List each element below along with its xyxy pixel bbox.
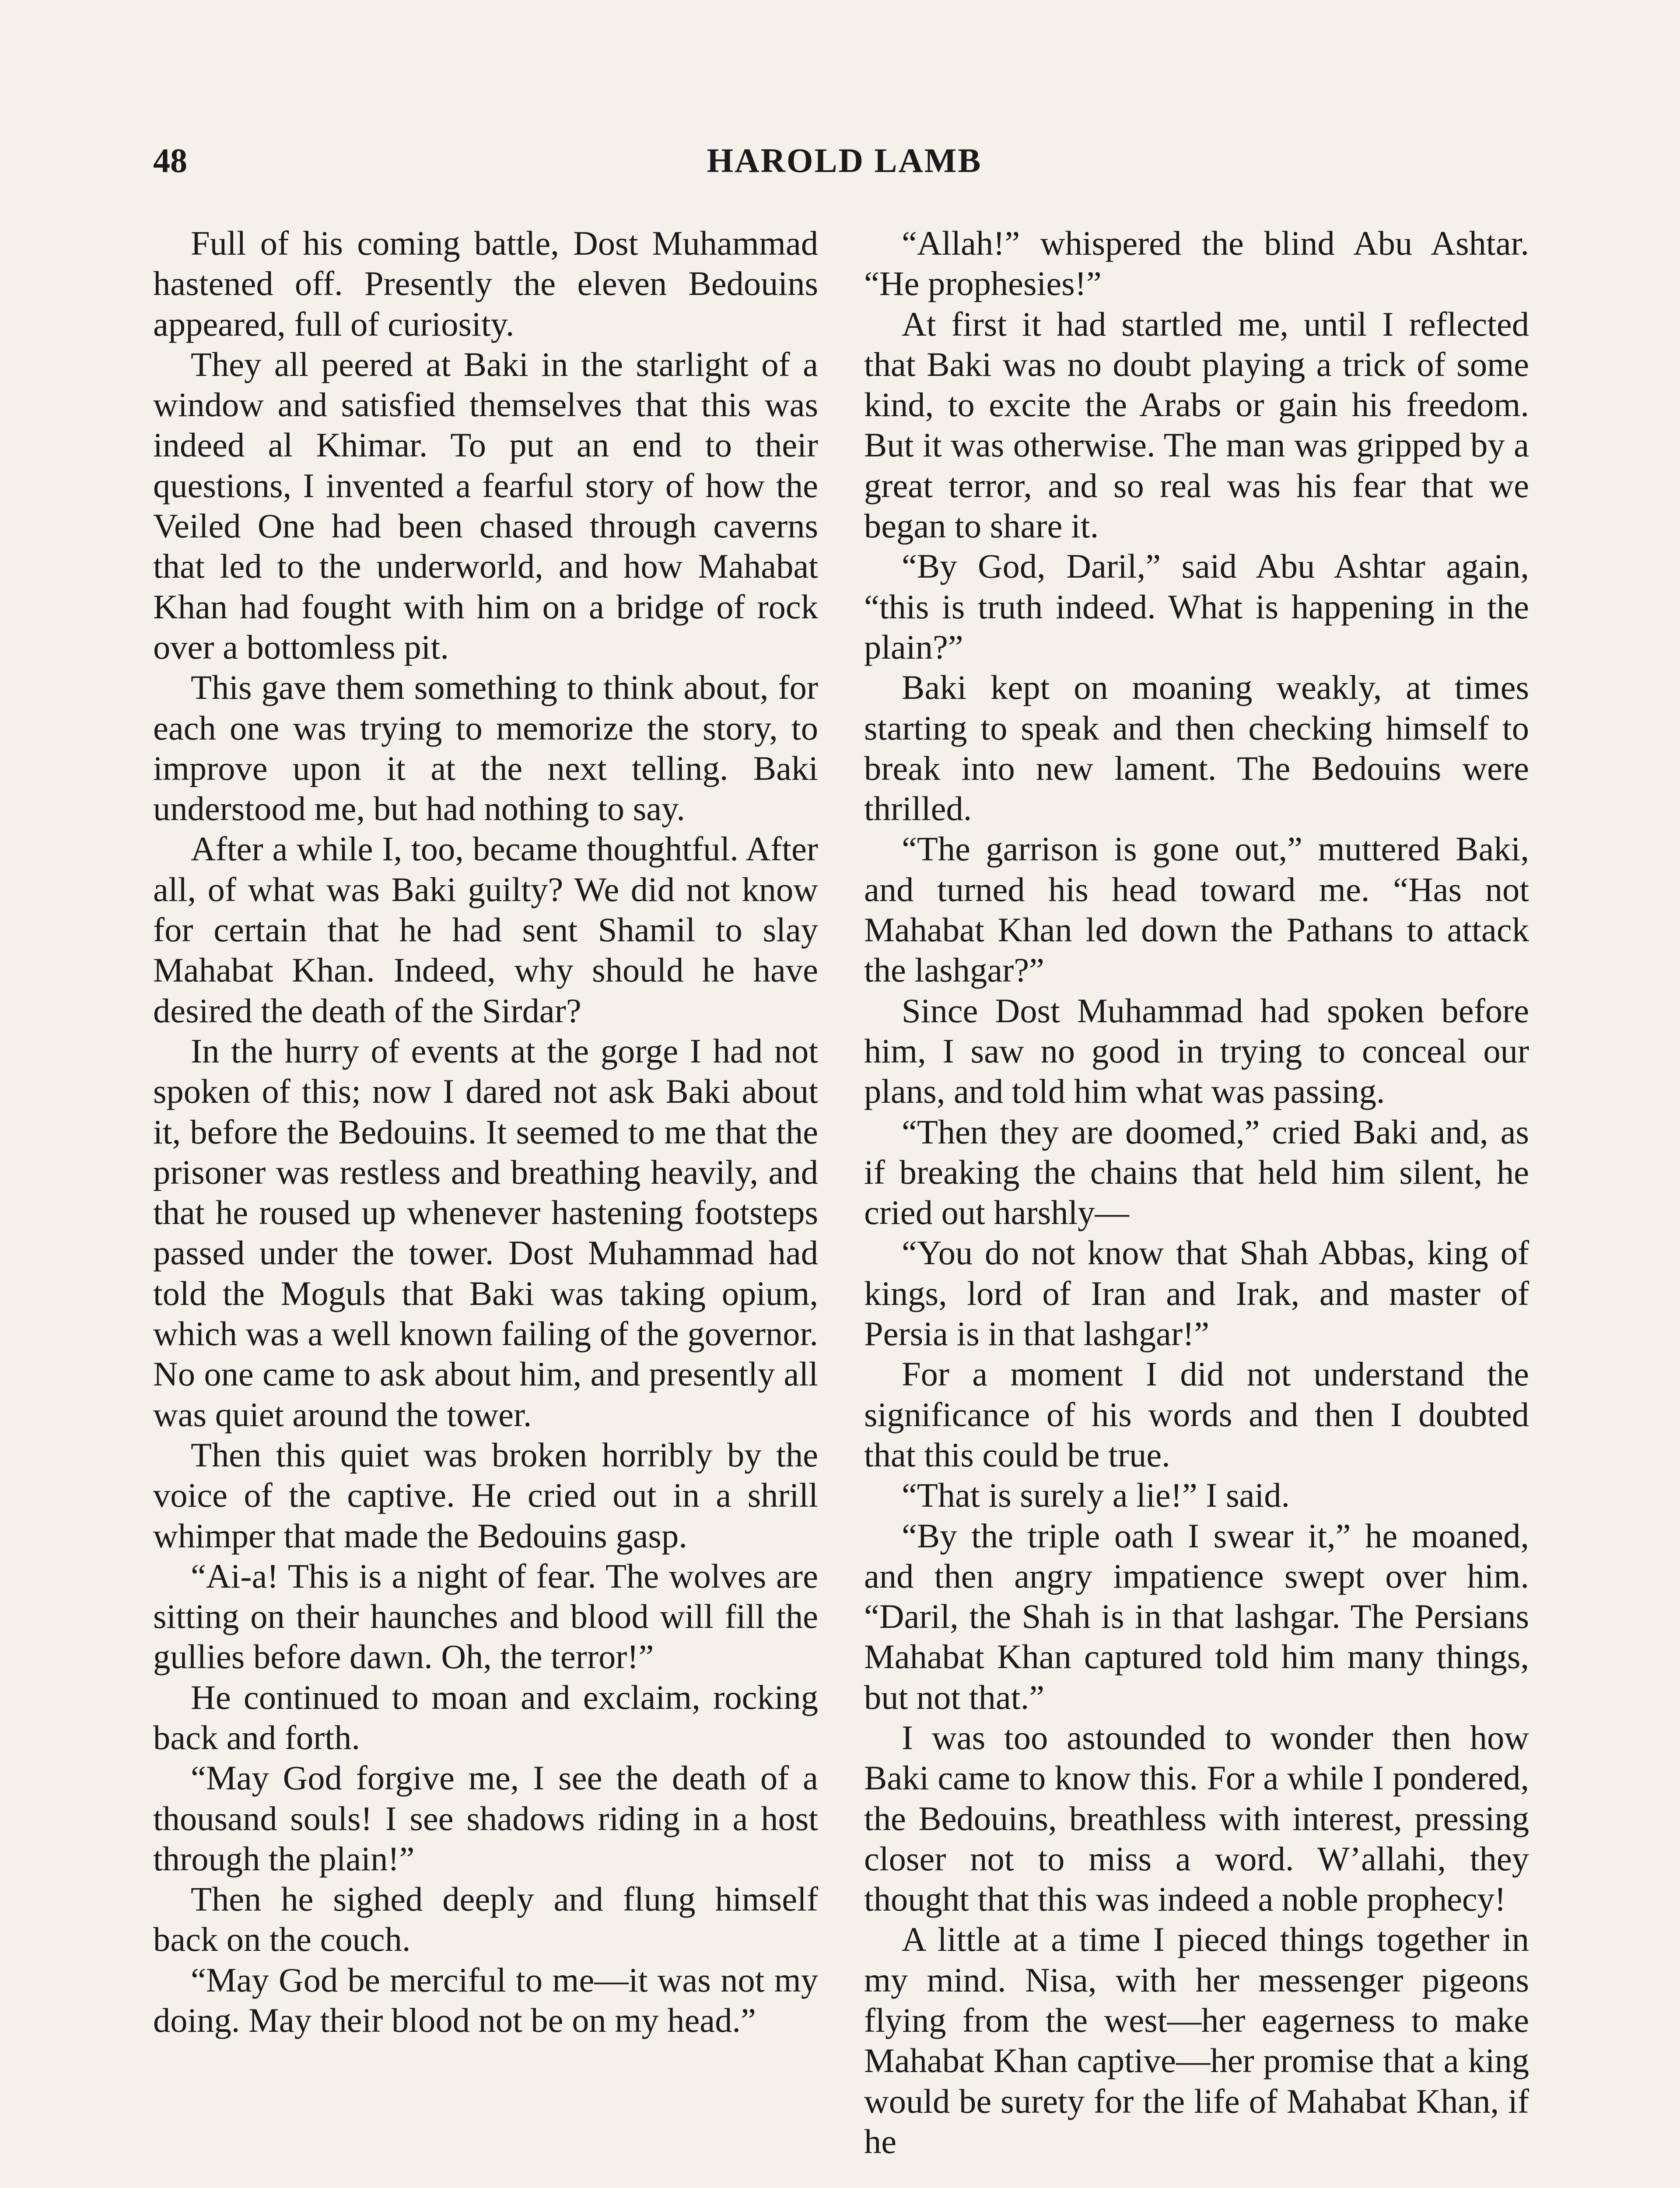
paragraph: “The garrison is gone out,” muttered Baki, and turned his head toward me. “Has not Mahabat Khan led down the Pathans to attack the lashgar?” [864, 830, 1529, 989]
page-number: 48 [153, 141, 187, 179]
paragraph: For a moment I did not understand the significance of his words and then I doubted that this could be true. [864, 1355, 1529, 1474]
paragraph: I was too astounded to wonder then how Baki came to know this. For a while I pondered, the Bedouins, breathless with interest, pressing closer not to miss a word. W’allahi, they thought that this was indeed a noble prophecy! [864, 1718, 1529, 1918]
paragraph: “You do not know that Shah Abbas, king of kings, lord of Iran and Irak, and master of Persia is in that lashgar!” [864, 1234, 1529, 1353]
paragraph: “Allah!” whispered the blind Abu Ashtar. “He prophesies!” [864, 224, 1529, 303]
paragraph: After a while I, too, became thoughtful. After all, of what was Baki guilty? We did not know for certain that he had sent Shamil to slay Mahabat Khan. Indeed, why should he have desired the death of the Sirdar? [153, 830, 818, 1030]
paragraph: “May God be merciful to me—it was not my doing. May their blood not be on my head.” [153, 1960, 818, 2040]
paragraph: They all peered at Baki in the starlight of a window and satisfied themselves that this was indeed al Khimar. To put an end to their questions, I invented a fearful story of how the Veiled One had been chased through caverns that led to the underworld, and how Mahabat Khan had fought with him on a bridge of rock over a bottomless pit. [153, 345, 818, 666]
right-text-column [864, 223, 1529, 2162]
left-text-column [153, 223, 818, 2041]
paragraph: “Ai-a! This is a night of fear. The wolves are sitting on their haunches and blood will fill the gullies before dawn. Oh, the terror!” [153, 1557, 818, 1676]
paragraph: Then he sighed deeply and flung himself back on the couch. [153, 1880, 818, 1959]
paragraph: “Then they are doomed,” cried Baki and, as if breaking the chains that held him silent, he cried out harshly— [864, 1112, 1529, 1232]
paragraph: He continued to moan and exclaim, rocking back and forth. [153, 1678, 818, 1757]
paragraph: In the hurry of events at the gorge I had not spoken of this; now I dared not ask Baki about it, before the Bedouins. It seemed to me that the prisoner was restless and breathing heavily, and that he roused up whenever hastening footsteps passed under the tower. Dost Muhammad had told the Moguls that Baki was taking opium, which was a well known failing of the governor. No one came to ask about him, and presently all was quiet around the tower. [153, 1031, 818, 1434]
paragraph: This gave them something to think about, for each one was trying to memorize the story, to improve upon it at the next telling. Baki understood me, but had nothing to say. [153, 668, 818, 828]
running-title: HAROLD LAMB [707, 141, 982, 179]
paragraph: Since Dost Muhammad had spoken before him, I saw no good in trying to conceal our plans, and told him what was passing. [864, 991, 1529, 1111]
paragraph: Full of his coming battle, Dost Muhammad hastened off. Presently the eleven Bedouins appeared, full of curiosity. [153, 224, 818, 343]
page-header [153, 137, 1536, 185]
paragraph: At first it had startled me, until I reflected that Baki was no doubt playing a trick of some kind, to excite the Arabs or gain his freedom. But it was otherwise. The man was gripped by a great terror, and so real was his fear that we began to share it. [864, 305, 1529, 545]
paragraph: “That is surely a lie!” I said. [902, 1476, 1290, 1515]
paragraph: Baki kept on moaning weakly, at times starting to speak and then checking himself to break into new lament. The Bedouins were thrilled. [864, 668, 1529, 828]
paragraph: Then this quiet was broken horribly by the voice of the captive. He cried out in a shrill whimper that made the Bedouins gasp. [153, 1435, 818, 1555]
paragraph: “By the triple oath I swear it,” he moaned, and then angry impatience swept over him. “Daril, the Shah is in that lashgar. The Persians Mahabat Khan captured told him many things, but not that.” [864, 1516, 1529, 1716]
paragraph: “By God, Daril,” said Abu Ashtar again, “this is truth indeed. What is happening in the plain?” [864, 547, 1529, 666]
paragraph: “May God forgive me, I see the death of a thousand souls! I see shadows riding in a host through the plain!” [153, 1759, 818, 1878]
paragraph: A little at a time I pieced things together in my mind. Nisa, with her messenger pigeons flying from the west—her eagerness to make Mahabat Khan captive—her promise that a king would be surety for the life of Mahabat Khan, if he [864, 1920, 1529, 2160]
